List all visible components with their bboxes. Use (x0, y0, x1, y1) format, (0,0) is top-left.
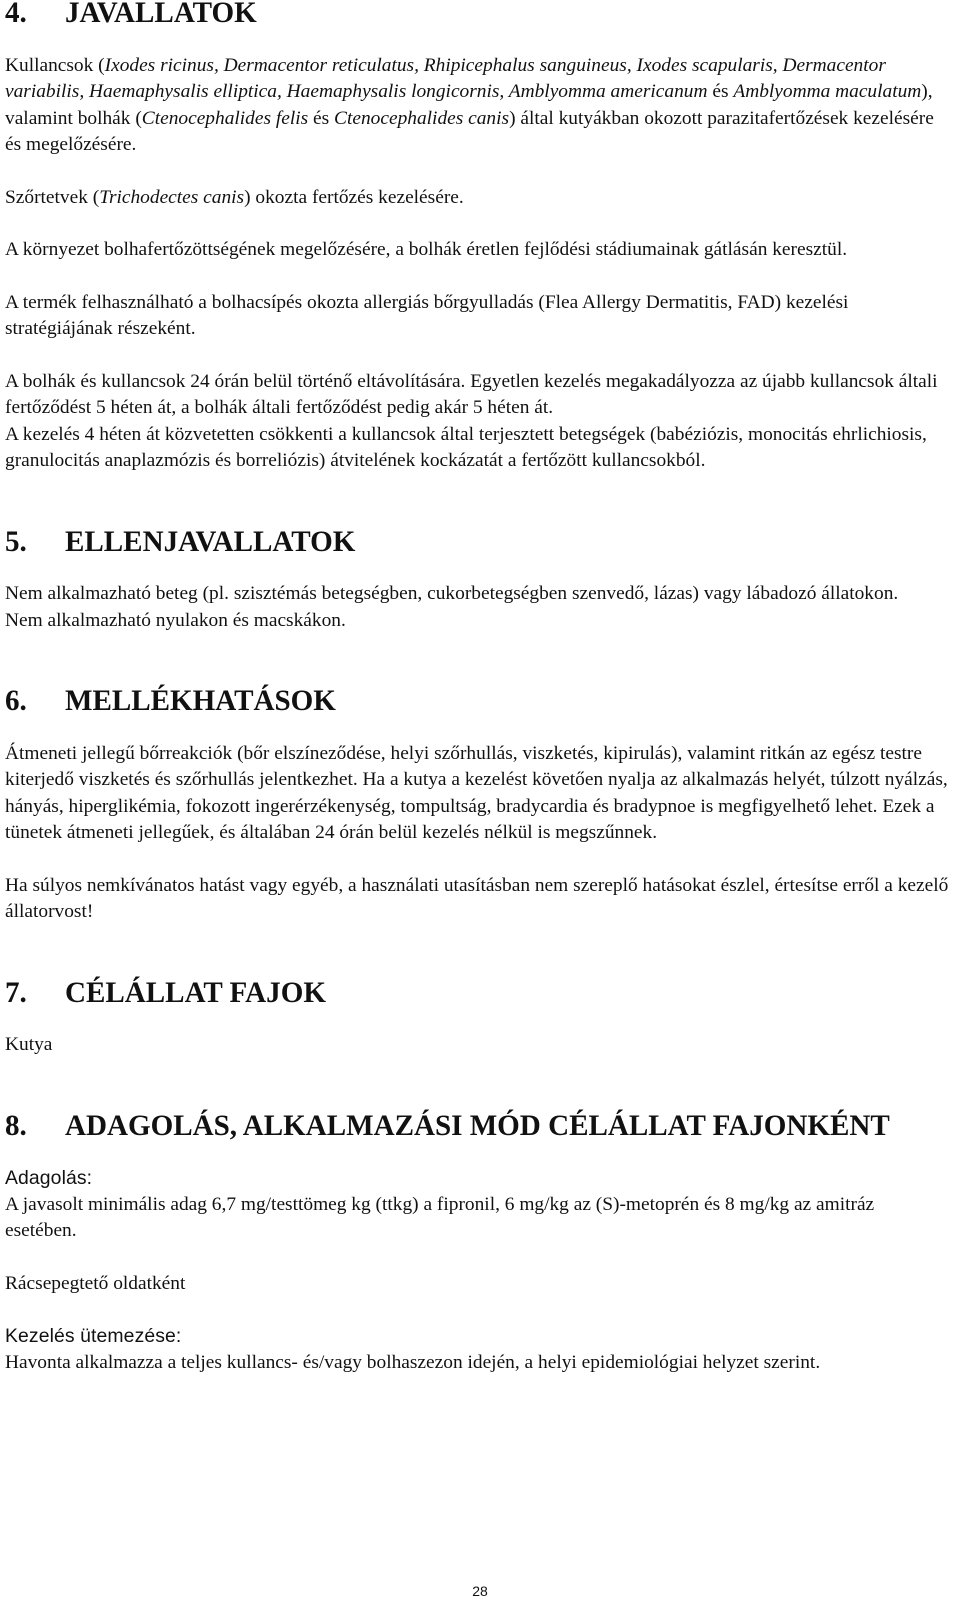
dosage-paragraph: A javasolt minimális adag 6,7 mg/testtömeg kg (ttkg) a fipronil, 6 mg/kg az (S)-metoprén és 8 mg/kg az amitráz esetében. (5, 1193, 875, 1241)
species-name: Trichodectes canis (99, 186, 245, 208)
section-title: ELLENJAVALLATOK (65, 525, 356, 558)
dosage-subheading: Adagolás: (5, 1167, 93, 1189)
text-run: Kullancsok ( (5, 54, 105, 76)
section-title: MELLÉKHATÁSOK (65, 685, 336, 717)
page-number: 28 (472, 1583, 488, 1599)
target-species: Kutya (5, 1034, 53, 1055)
contraindication-sick-animals: Nem alkalmazható beteg (pl. szisztémás betegségben, cukorbetegségben szenvedő, lázas) vagy lábadozó állatokon. (5, 583, 899, 604)
section-8-heading (5, 1109, 950, 1142)
section-6-heading (5, 685, 950, 717)
treatment-schedule-paragraph: Havonta alkalmazza a teljes kullancs- és/vagy bolhaszezon idején, a helyi epidemiológiai helyzet szerint. (5, 1351, 821, 1373)
section-7-heading (5, 976, 950, 1009)
species-name: Ctenocephalides felis (141, 107, 309, 129)
section-number: 7. (5, 976, 27, 1009)
text-run: ) okozta fertőzés kezelésére. (244, 186, 464, 208)
indications-paragraph-disease-risk: A kezelés 4 héten át közvetetten csökkenti a kullancsok által terjesztett betegségek (babéziózis, monocitás ehrlichiosis, granulocitás anaplazmózis és borreliózis) átvitelének kockázatát a fertőzött kullancsokból. (5, 423, 927, 471)
text-run: és (707, 81, 734, 102)
text-run: ) által kutyákban okozott parazitafertőzések kezelésére és megelőzésére. (5, 107, 934, 155)
text-run: ), valamint bolhák ( (5, 81, 933, 129)
text-run: és (308, 107, 335, 129)
species-name: Ctenocephalides canis (334, 107, 510, 129)
section-number: 8. (5, 1109, 27, 1142)
treatment-schedule-subheading: Kezelés ütemezése: (5, 1325, 182, 1347)
administration-route: Rácsepegtető oldatként (5, 1272, 186, 1294)
section-5-heading (5, 525, 950, 558)
indications-paragraph-environment: A környezet bolhafertőzöttségének megelőzésére, a bolhák éretlen fejlődési stádiumainak gátlásán keresztül. (5, 239, 848, 260)
indications-paragraph-ticks-fleas (5, 53, 950, 159)
section-number: 4. (5, 0, 27, 29)
side-effects-paragraph: Átmeneti jellegű bőrreakciók (bőr elszíneződése, helyi szőrhullás, viszketés, kipirulás), valamint ritkán az egész testre kiterjedő viszketés és szőrhullás jelentkezhet. Ha a kutya a kezelést követően nyalja az alkalmazás helyét, túlzott nyálzás, hányás, hiperglikémia, fokozott ingerérzékenység, tompultság, bradycardia és bradypnoe is megfigyelhető lehet. Ezek a tünetek átmeneti jellegűek, és általában 24 órán belül kezelés nélkül is megszűnnek. (5, 742, 948, 843)
species-name: Amblyomma maculatum (733, 81, 922, 102)
section-number: 5. (5, 525, 27, 558)
side-effects-reporting-paragraph: Ha súlyos nemkívánatos hatást vagy egyéb, a használati utasításban nem szereplő hatásokat észlel, értesítse erről a kezelő állatorvost! (5, 874, 949, 922)
indications-paragraph-removal: A bolhák és kullancsok 24 órán belül történő eltávolítására. Egyetlen kezelés megakadályozza az újabb kullancsok általi fertőződést 5 héten át, a bolhák általi fertőződést pedig akár 5 héten át. (5, 370, 938, 418)
section-title: CÉLÁLLAT FAJOK (65, 976, 326, 1009)
indications-paragraph-fad: A termék felhasználható a bolhacsípés okozta allergiás bőrgyulladás (Flea Allergy Dermatitis, FAD) kezelési stratégiájának részeként. (5, 291, 849, 339)
contraindication-rabbits-cats: Nem alkalmazható nyulakon és macskákon. (5, 609, 346, 631)
text-run: Szőrtetvek ( (5, 186, 100, 208)
species-name: Ixodes ricinus, Dermacentor reticulatus, Rhipicephalus sanguineus, Ixodes scapularis, Dermacentor variabilis, Haemaphysalis elliptica, Haemaphysalis longicornis, Amblyomma americanum (5, 54, 886, 102)
document-page (5, 0, 950, 1376)
section-title: ADAGOLÁS, ALKALMAZÁSI MÓD CÉLÁLLAT FAJONKÉNT (65, 1109, 890, 1142)
section-title: JAVALLATOK (65, 0, 257, 29)
section-4-heading (5, 0, 950, 27)
section-number: 6. (5, 685, 27, 717)
indications-paragraph-lice (5, 185, 950, 212)
